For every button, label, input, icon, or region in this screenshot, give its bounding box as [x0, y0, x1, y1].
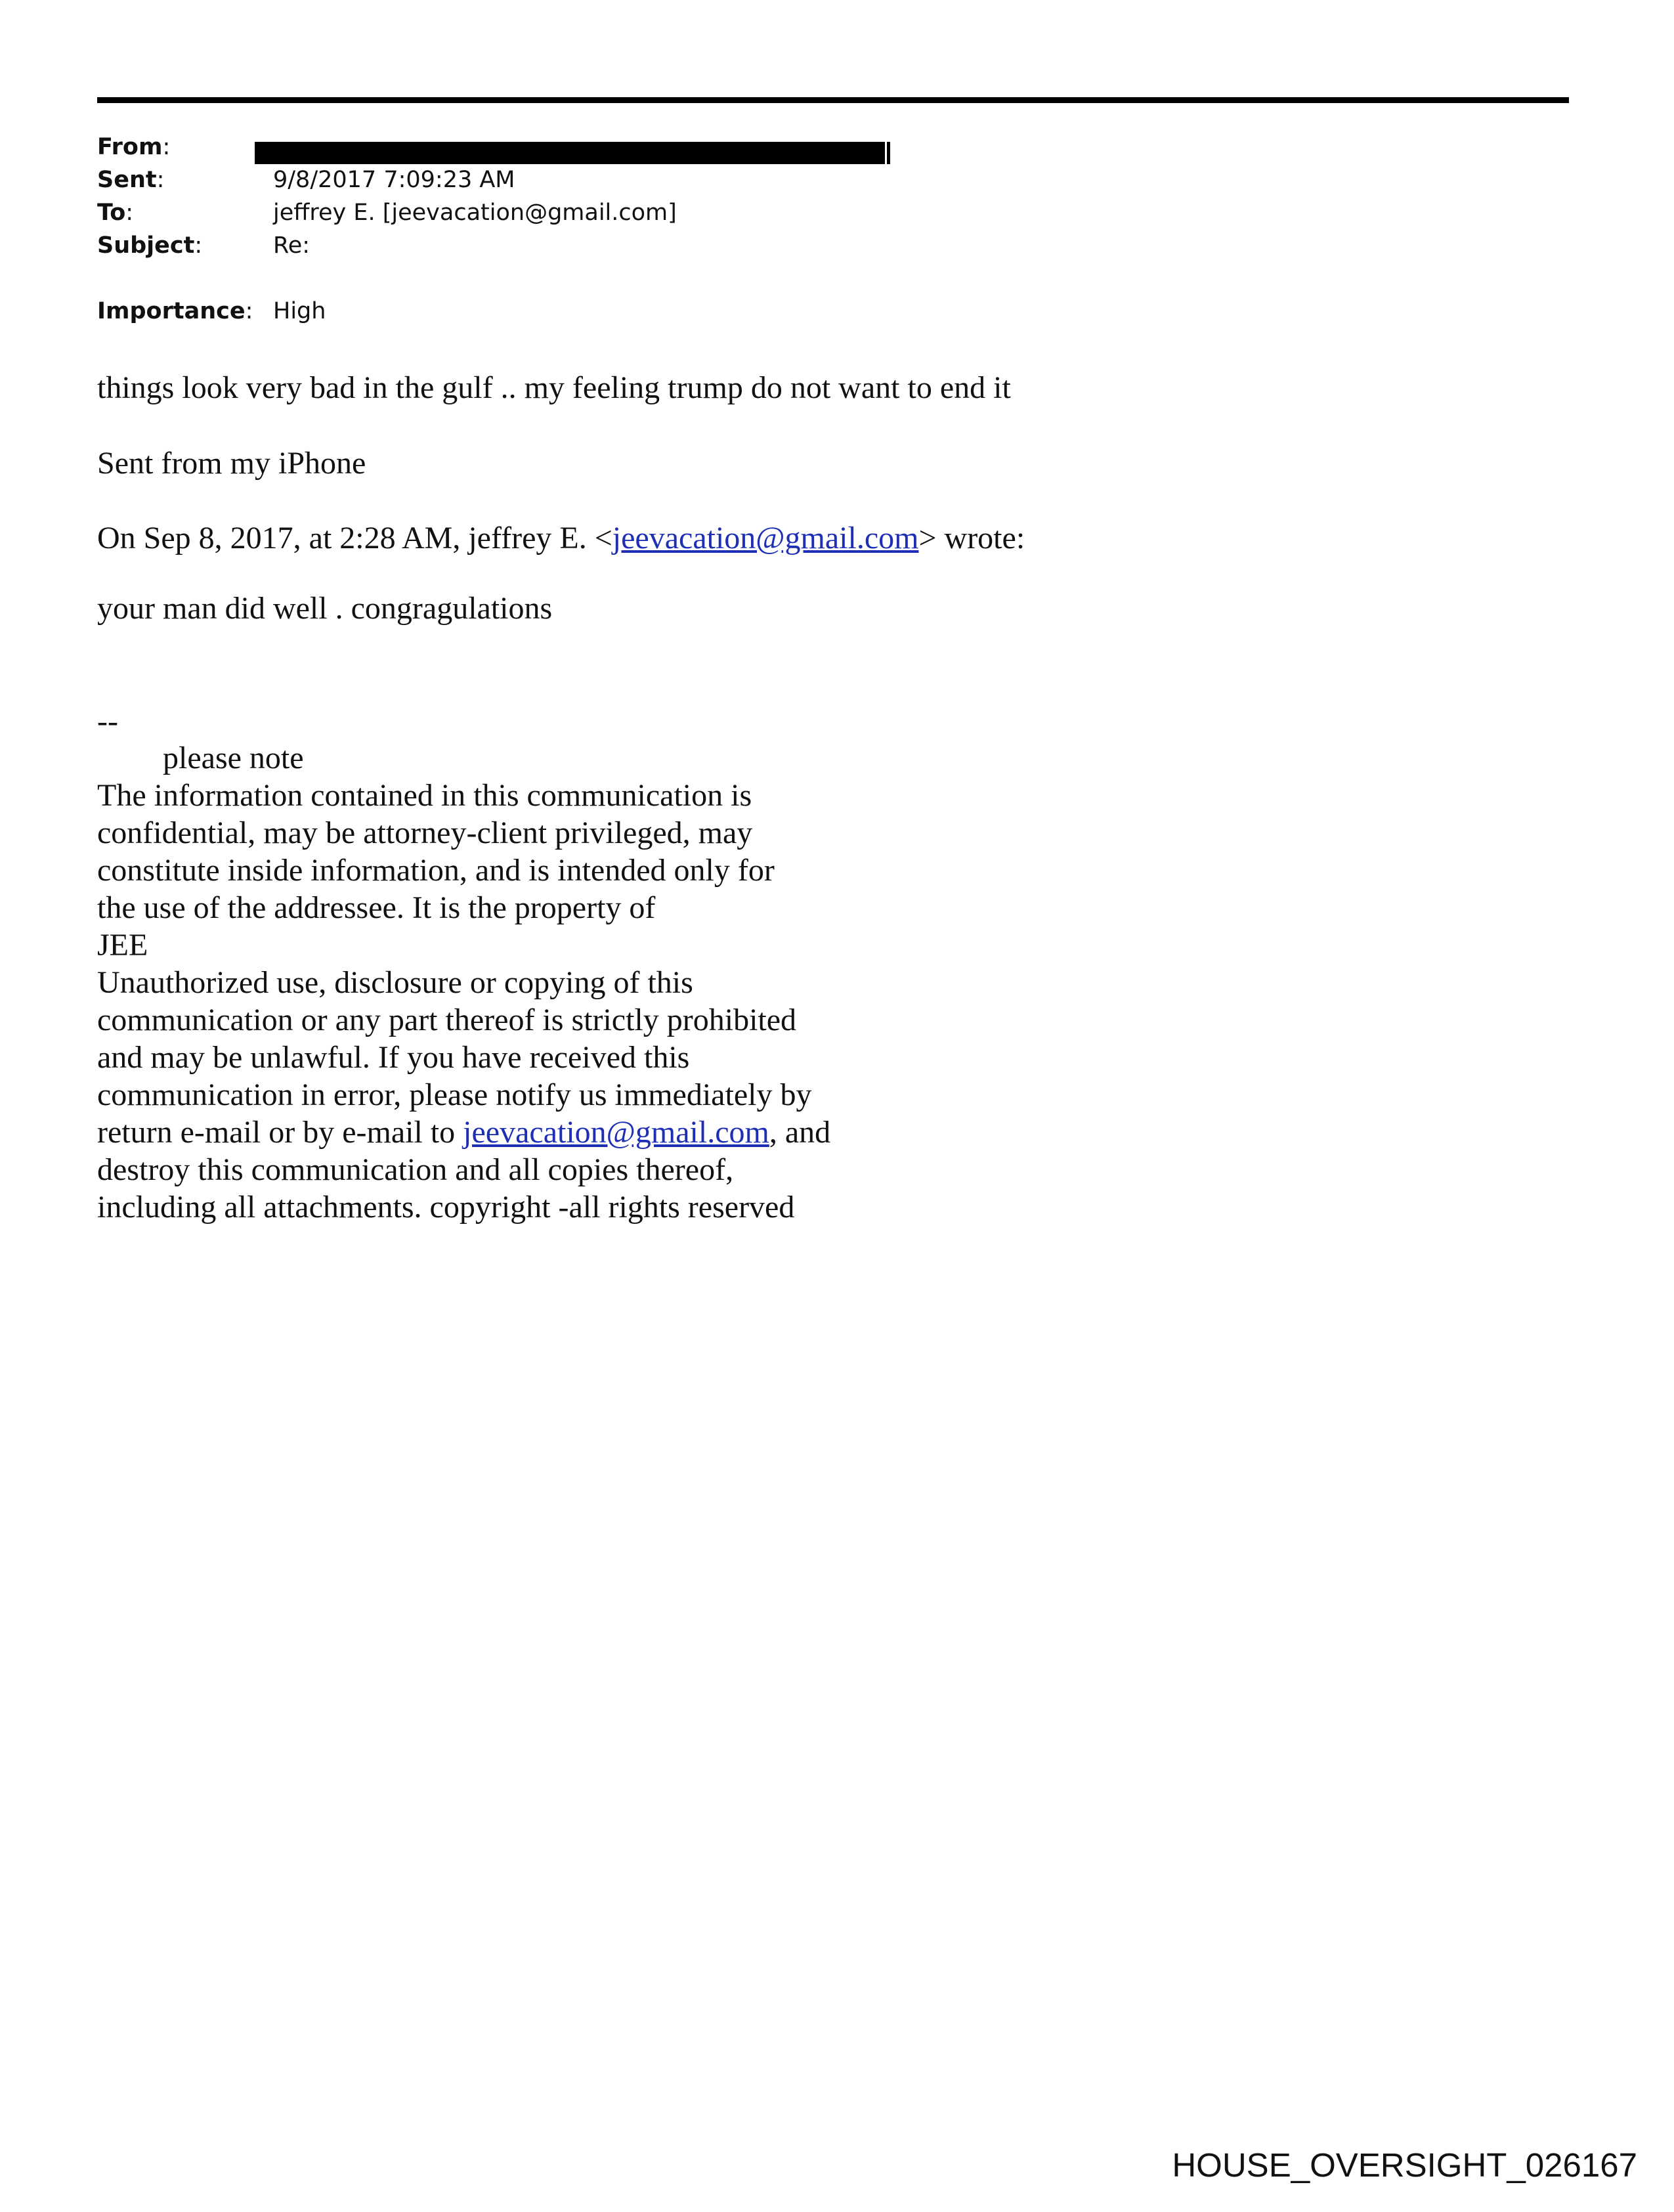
top-rule [97, 97, 1569, 103]
disclaimer-email-line [97, 1114, 830, 1151]
sent-value: 9/8/2017 7:09:23 AM [273, 167, 515, 193]
importance-colon: : [245, 298, 253, 324]
disclaimer-email-prefix: return e-mail or by e-mail to [97, 1115, 463, 1150]
quoted-intro [97, 519, 1025, 557]
quoted-intro-prefix: On Sep 8, 2017, at 2:28 AM, jeffrey E. < [97, 521, 612, 555]
from-colon: : [162, 134, 171, 160]
please-note: please note [163, 741, 304, 775]
importance-label: Importance [97, 298, 246, 324]
disclaimer-line: JEE [97, 928, 148, 963]
from-row [97, 133, 170, 162]
disclaimer-line: communication in error, please notify us immediately by [97, 1077, 812, 1112]
disclaimer-email-suffix: , and [769, 1115, 831, 1150]
to-row [97, 198, 677, 227]
sent-row [97, 165, 515, 194]
redaction-bar-end [887, 142, 890, 164]
to-colon: : [125, 200, 134, 226]
disclaimer-line: the use of the addressee. It is the property of [97, 890, 656, 925]
subject-colon: : [194, 232, 203, 259]
subject-row [97, 231, 311, 260]
message-body: things look very bad in the gulf .. my feeling trump do not want to end it [97, 370, 1011, 405]
disclaimer-line: confidential, may be attorney-client privileged, may [97, 815, 753, 850]
disclaimer-block [97, 739, 830, 1226]
importance-row [97, 297, 326, 326]
disclaimer-email-link[interactable]: jeevacation@gmail.com [463, 1115, 769, 1150]
quoted-email-link[interactable]: jeevacation@gmail.com [612, 521, 919, 555]
quoted-intro-suffix: > wrote: [918, 521, 1025, 555]
bates-number: HOUSE_OVERSIGHT_026167 [1172, 2146, 1637, 2184]
sent-label: Sent [97, 167, 157, 193]
signature-separator: -- [97, 704, 118, 739]
subject-label: Subject [97, 232, 195, 259]
sent-colon: : [156, 167, 165, 193]
subject-value: Re: [273, 232, 311, 259]
to-value: jeffrey E. [jeevacation@gmail.com] [273, 200, 677, 226]
disclaimer-line: The information contained in this communication is [97, 778, 752, 813]
disclaimer-line: Unauthorized use, disclosure or copying of this [97, 965, 693, 1000]
disclaimer-line: communication or any part thereof is strictly prohibited [97, 1003, 797, 1037]
importance-value: High [273, 298, 326, 324]
message-signature: Sent from my iPhone [97, 446, 366, 481]
to-label: To [97, 200, 126, 226]
from-label: From [97, 134, 163, 160]
disclaimer-line: constitute inside information, and is intended only for [97, 853, 775, 888]
disclaimer-line: destroy this communication and all copies thereof, [97, 1152, 734, 1187]
redaction-bar [255, 142, 885, 164]
disclaimer-line: including all attachments. copyright -all rights reserved [97, 1190, 795, 1225]
quoted-body: your man did well . congragulations [97, 591, 553, 626]
disclaimer-line: and may be unlawful. If you have received this [97, 1040, 690, 1075]
